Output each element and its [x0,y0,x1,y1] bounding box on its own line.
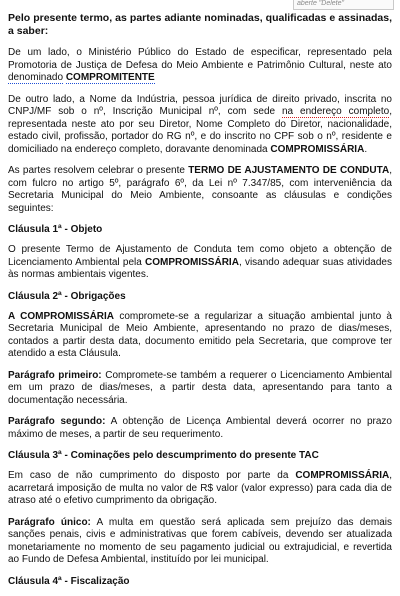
clausula-2-title: Cláusula 2ª - Obrigações [8,290,126,302]
c1-bold: COMPROMISSÁRIA [145,256,239,268]
c2p3-bold: Parágrafo segundo: [8,416,106,427]
c2p1-text: compromete-se a regularizar a situação ambiental junto à Secretaria Municipal de Meio Ambiente, apresentando no prazo de dias/meses, contados a partir desta data, documento emitido pela Secretaria, que comprove ter atendido a esta Cláusula. [8,310,392,359]
c3p1-text-b: , acarretará imposição de multa no valor de R$ valor (valor expresso) para cada dia de atraso até o efetivo cumprimento da obrigação. [8,470,392,506]
clausula-2-p1 [8,311,392,361]
clausula-4-title: Cláusula 4ª - Fiscalização [8,575,130,587]
c3p1-bold: COMPROMISSÁRIA [295,470,390,481]
c2p1-bold: A COMPROMISSÁRIA [8,310,115,322]
top-hint-box: aberte "Delete" [293,0,394,10]
p3-text-a: As partes resolvem celebrar o presente [8,165,189,176]
clausula-3-p1 [8,470,392,508]
paragraph-compromitente [8,47,392,85]
p2-end: . [364,143,368,155]
clausula-2-p2 [8,370,392,408]
c2p3-text: A obtenção de Licença Ambiental deverá ocorrer no prazo máximo de meses, a partir de seu requerimento. [8,416,392,440]
p3-bold: TERMO DE AJUSTAMENTO DE CONDUTA [188,165,390,176]
c1-text-a: O presente Termo de Ajustamento de Conduta tem como objeto a obtenção de Licenciamento Ambiental pela [8,244,392,268]
c1-text-b: , visando adequar suas atividades às normas ambientais vigentes. [8,256,392,280]
c3p2-bold: Parágrafo único: [8,516,91,528]
p2-underlined: na endereço completo [282,106,390,117]
clausula-1-text [8,244,392,282]
clausula-3-title: Cláusula 3ª - Cominações pelo descumprimento do presente TAC [8,450,319,461]
c2p2-bold: Parágrafo primeiro: [8,369,102,381]
clausula-3-p2 [8,517,392,567]
p1-text: De um lado, o Ministério Público do Estado de especificar, representado pela Promotoria de Justiça de Defesa do Meio Ambiente e Patrimônio Cultural, neste ato [8,47,392,71]
p1-bold: COMPROMITENTE [65,72,155,83]
clausula-2-p3 [8,416,392,441]
lead-paragraph: Pelo presente termo, as partes adiante nominadas, qualificadas e assinadas, a saber: [8,12,392,37]
paragraph-tac [8,165,392,215]
p2-text-a: De outro lado, a Nome da Indústria, pessoa jurídica de direito privado, inscrita no CNPJ/MF sob o nº, Inscrição Municipal nº, com sede [8,93,392,117]
c3p2-text: A multa em questão será aplicada sem prejuízo das demais sanções penais, civis e administrativas que forem cabíveis, devendo ser atualizada monetariamente no momento de seu pagamento judicial ou extrajudicial, e revertida ao Fundo de Defesa Ambiental, instituído por lei municipal. [8,516,392,565]
c2p2-text: Compromete-se também a requerer o Licenciamento Ambiental em um prazo de dias/meses, a partir desta data, apresentando para tanto a documentação necessária. [8,369,392,406]
clausula-1-title: Cláusula 1ª - Objeto [8,224,103,235]
document-body [8,12,392,596]
paragraph-compromissaria [8,94,392,157]
p2-bold: COMPROMISSÁRIA [270,143,365,155]
p3-text-b: , com fulcro no artigo 5º, parágrafo 6º, da Lei nº 7.347/85, com interveniência da Secretaria Municipal do Meio Ambiente, consoante as cláusulas e condições seguintes: [8,165,392,214]
p1-underlined: denominado [8,72,64,83]
c3p1-text-a: Em caso de não cumprimento do disposto por parte da [8,470,296,481]
p2-text-b: , representada neste ato por seu Diretor, Nome Completo do Diretor, nacionalidade, estado civil, profissão, portador do RG nº, e do inscrito no CPF sob o nº, residente e domiciliado na endereço completo, doravante denominada [8,106,392,155]
